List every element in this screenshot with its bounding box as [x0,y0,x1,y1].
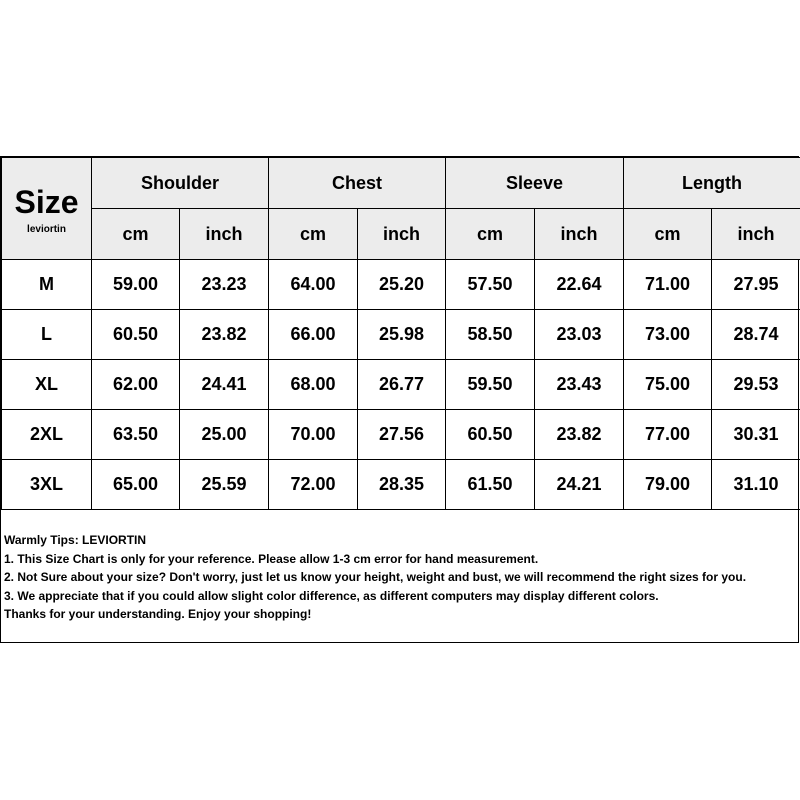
header-sleeve: Sleeve [446,158,624,209]
unit-header: cm [624,209,712,260]
table-cell: 25.20 [358,260,446,310]
header-shoulder: Shoulder [92,158,269,209]
table-cell: 26.77 [358,360,446,410]
size-label: L [2,310,92,360]
table-cell: 28.35 [358,460,446,510]
unit-header: cm [92,209,180,260]
table-cell: 27.56 [358,410,446,460]
table-cell: 61.50 [446,460,535,510]
size-label: XL [2,360,92,410]
unit-header: inch [712,209,800,260]
table-cell: 70.00 [269,410,358,460]
table-cell: 30.31 [712,410,800,460]
unit-header: cm [269,209,358,260]
size-label: M [2,260,92,310]
tip-line: 2. Not Sure about your size? Don't worry, just let us know your height, weight and bust, we will recommend the right sizes for you. [4,570,747,584]
table-cell: 29.53 [712,360,800,410]
warm-tips [4,531,794,624]
table-cell: 75.00 [624,360,712,410]
table-cell: 65.00 [92,460,180,510]
unit-header: inch [180,209,269,260]
table-cell: 68.00 [269,360,358,410]
size-chart [0,156,799,643]
tips-closing: Thanks for your understanding. Enjoy your shopping! [4,607,312,621]
table-cell: 57.50 [446,260,535,310]
table-cell: 23.82 [535,410,624,460]
table-cell: 28.74 [712,310,800,360]
table-cell: 27.95 [712,260,800,310]
table-cell: 63.50 [92,410,180,460]
size-heading: Size [14,184,79,220]
size-label: 3XL [2,460,92,510]
table-cell: 23.23 [180,260,269,310]
size-corner-cell [2,158,92,260]
table-cell: 59.50 [446,360,535,410]
size-table [1,157,800,510]
table-row [2,260,800,310]
size-label: 2XL [2,410,92,460]
table-cell: 60.50 [92,310,180,360]
table-cell: 58.50 [446,310,535,360]
table-cell: 24.41 [180,360,269,410]
table-cell: 25.98 [358,310,446,360]
unit-header: cm [446,209,535,260]
header-length: Length [624,158,800,209]
table-cell: 71.00 [624,260,712,310]
table-cell: 25.59 [180,460,269,510]
table-cell: 22.64 [535,260,624,310]
table-cell: 77.00 [624,410,712,460]
table-cell: 60.50 [446,410,535,460]
table-cell: 66.00 [269,310,358,360]
table-cell: 23.03 [535,310,624,360]
table-cell: 25.00 [180,410,269,460]
table-row [2,460,800,510]
table-cell: 31.10 [712,460,800,510]
table-cell: 23.82 [180,310,269,360]
table-cell: 73.00 [624,310,712,360]
tips-heading: Warmly Tips: LEVIORTIN [4,533,147,547]
unit-header: inch [358,209,446,260]
table-row [2,410,800,460]
table-cell: 23.43 [535,360,624,410]
table-row [2,360,800,410]
brand-label: leviortin [27,224,66,235]
tip-line: 1. This Size Chart is only for your reference. Please allow 1-3 cm error for hand measurement. [4,551,539,566]
tip-line: 3. We appreciate that if you could allow slight color difference, as different computers may display different colors. [4,588,659,603]
table-cell: 59.00 [92,260,180,310]
table-cell: 72.00 [269,460,358,510]
header-chest: Chest [269,158,446,209]
table-row [2,310,800,360]
table-cell: 79.00 [624,460,712,510]
table-cell: 24.21 [535,460,624,510]
unit-header: inch [535,209,624,260]
table-cell: 62.00 [92,360,180,410]
table-cell: 64.00 [269,260,358,310]
